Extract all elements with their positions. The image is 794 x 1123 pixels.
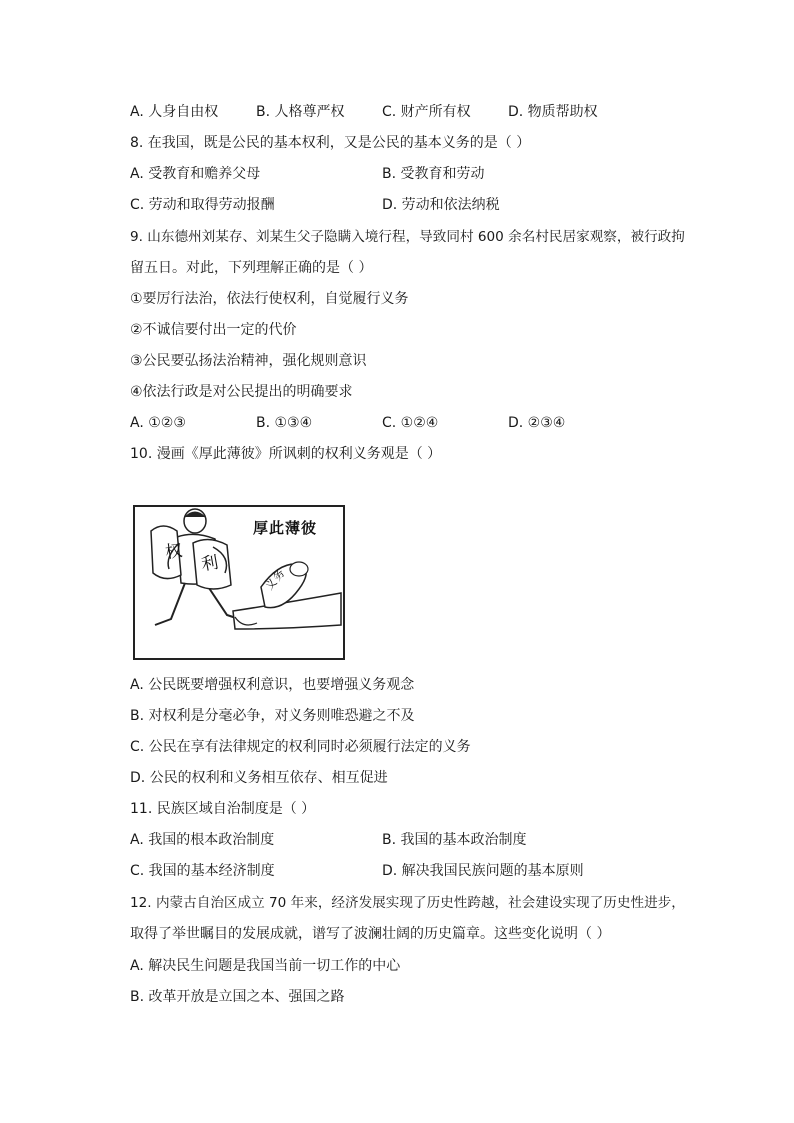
- q9-option-a: A. ①②③: [130, 415, 186, 431]
- q8-option-c: C. 劳动和取得劳动报酬: [130, 197, 275, 213]
- q10-option-c: C. 公民在享有法律规定的权利同时必须履行法定的义务: [130, 739, 471, 755]
- q7-option-b: B. 人格尊严权: [256, 104, 345, 120]
- q11-option-b: B. 我国的基本政治制度: [382, 832, 527, 848]
- q10-option-a: A. 公民既要增强权利意识，也要增强义务观念: [130, 677, 415, 693]
- q7-option-c: C. 财产所有权: [382, 104, 471, 120]
- q9-statement-2: ②不诚信要付出一定的代价: [130, 322, 297, 338]
- q8-option-b: B. 受教育和劳动: [382, 166, 485, 182]
- q7-option-a: A. 人身自由权: [130, 104, 219, 120]
- cartoon-title: 厚此薄彼: [253, 519, 318, 537]
- q12-option-a: A. 解决民生问题是我国当前一切工作的中心: [130, 958, 401, 974]
- cartoon-figure: [133, 505, 345, 660]
- q10-stem: 10. 漫画《厚此薄彼》所讽刺的权利义务观是（ ）: [130, 446, 442, 462]
- q9-option-c: C. ①②④: [382, 415, 439, 431]
- q9-option-d: D. ②③④: [508, 415, 566, 431]
- q9-stem-line2: 留五日。对此，下列理解正确的是（ ）: [130, 260, 373, 276]
- q8-stem: 8. 在我国，既是公民的基本权利，又是公民的基本义务的是（ ）: [130, 135, 531, 151]
- q12-stem-line1: 12. 内蒙古自治区成立 70 年来，经济发展实现了历史性跨越，社会建设实现了历史性进步，: [130, 895, 685, 911]
- q9-statement-4: ④依法行政是对公民提出的明确要求: [130, 384, 353, 400]
- q9-statement-3: ③公民要弘扬法治精神，强化规则意识: [130, 353, 367, 369]
- cartoon-label-li: 利: [199, 552, 221, 576]
- q8-option-a: A. 受教育和赡养父母: [130, 166, 261, 182]
- q11-option-c: C. 我国的基本经济制度: [130, 863, 275, 879]
- q8-option-d: D. 劳动和依法纳税: [382, 197, 500, 213]
- q12-option-b: B. 改革开放是立国之本、强国之路: [130, 989, 345, 1005]
- q7-option-d: D. 物质帮助权: [508, 104, 598, 120]
- q12-stem-line2: 取得了举世瞩目的发展成就，谱写了波澜壮阔的历史篇章。这些变化说明（ ）: [130, 926, 611, 942]
- q11-option-a: A. 我国的根本政治制度: [130, 832, 275, 848]
- q10-option-d: D. 公民的权利和义务相互依存、相互促进: [130, 770, 388, 786]
- q11-stem: 11. 民族区域自治制度是（ ）: [130, 801, 316, 817]
- q9-stem-line1: 9. 山东德州刘某存、刘某生父子隐瞒入境行程，导致同村 600 余名村民居家观察，被行政拘: [130, 229, 685, 245]
- q9-option-b: B. ①③④: [256, 415, 313, 431]
- cartoon-label-quan: 权: [164, 540, 184, 564]
- q11-option-d: D. 解决我国民族问题的基本原则: [382, 863, 584, 879]
- cartoon-label-yiwu: 义务: [262, 565, 289, 593]
- q10-option-b: B. 对权利是分毫必争，对义务则唯恐避之不及: [130, 708, 415, 724]
- q9-statement-1: ①要厉行法治，依法行使权利，自觉履行义务: [130, 291, 409, 307]
